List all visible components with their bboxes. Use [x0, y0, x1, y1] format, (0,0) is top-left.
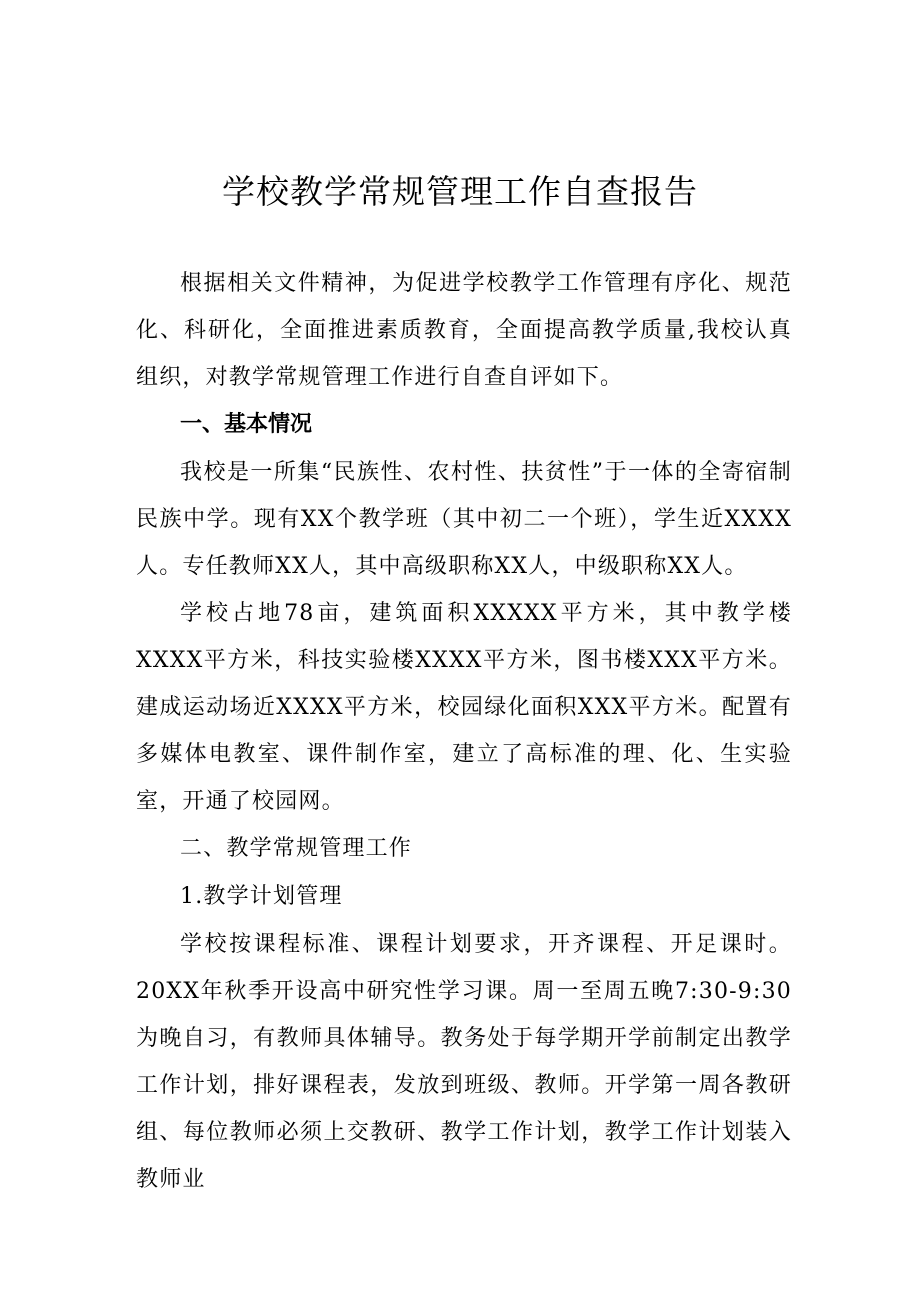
- section-1-paragraph-2: 学校占地78亩，建筑面积XXXXX平方米，其中教学楼XXXX平方米，科技实验楼XXXX平方米，图书楼XXX平方米。建成运动场近XXXX平方米，校园绿化面积XXX平方米。配置有多媒体电教室、课件制作室，建立了高标准的理、化、生实验室，开通了校园网。: [136, 601, 792, 814]
- document-title: 学校教学常规管理工作自查报告: [222, 172, 698, 211]
- section-1-paragraph-1: 我校是一所集“民族性、农村性、扶贫性”于一体的全寄宿制民族中学。现有XX个教学班（其中初二一个班），学生近XXXX人。专任教师XX人，其中高级职称XX人，中级职称XX人。: [136, 460, 792, 579]
- section-2-paragraph: 学校按课程标准、课程计划要求，开齐课程、开足课时。20XX年秋季开设高中研究性学习课。周一至周五晚7:30-9:30为晚自习，有教师具体辅导。教务处于每学期开学前制定出教学工作计划，排好课程表，发放到班级、教师。开学第一周各教研组、每位教师必须上交教研、教学工作计划，教学工作计划装入教师业: [136, 932, 792, 1192]
- section-1-heading: 一、基本情况: [180, 412, 313, 437]
- section-2-heading: 二、教学常规管理工作: [180, 836, 413, 861]
- document-body: [136, 260, 792, 1203]
- section-2-subheading: 1.教学计划管理: [180, 884, 343, 909]
- intro-paragraph: 根据相关文件精神，为促进学校教学工作管理有序化、规范化、科研化，全面推进素质教育，全面提高教学质量,我校认真组织，对教学常规管理工作进行自查自评如下。: [136, 271, 792, 390]
